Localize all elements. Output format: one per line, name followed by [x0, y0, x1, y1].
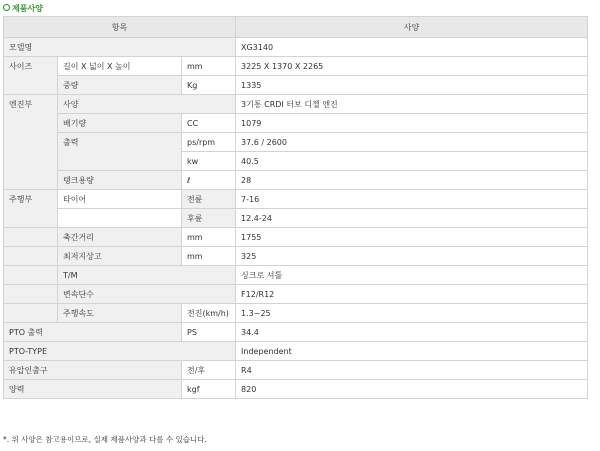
row-value: 28 — [236, 171, 588, 190]
row-value: 1335 — [236, 76, 588, 95]
row-label: PTO-TYPE — [4, 342, 236, 361]
table-row — [4, 133, 588, 152]
table-row — [4, 361, 588, 380]
table-row — [4, 76, 588, 95]
row-unit: kw — [182, 152, 236, 171]
row-unit: 전/후 — [182, 361, 236, 380]
row-unit: 전진(km/h) — [182, 304, 236, 323]
row-label: PTO 출력 — [4, 323, 182, 342]
table-row — [4, 323, 588, 342]
table-row — [4, 38, 588, 57]
row-unit: CC — [182, 114, 236, 133]
group-empty — [4, 228, 58, 247]
table-row — [4, 247, 588, 266]
row-label: 타이어 — [58, 190, 182, 209]
row-unit: mm — [182, 247, 236, 266]
table-row — [4, 171, 588, 190]
row-label: 사양 — [58, 95, 236, 114]
row-value: 820 — [236, 380, 588, 399]
section-title-text: 제품사양 — [12, 4, 43, 13]
row-label: 출력 — [58, 133, 182, 171]
table-row — [4, 95, 588, 114]
row-unit: mm — [182, 228, 236, 247]
row-value: 1079 — [236, 114, 588, 133]
row-label-empty — [58, 209, 182, 228]
row-label: 모델명 — [4, 38, 236, 57]
table-row — [4, 114, 588, 133]
row-unit: mm — [182, 57, 236, 76]
table-row — [4, 57, 588, 76]
table-row — [4, 228, 588, 247]
row-label: 유압인출구 — [4, 361, 182, 380]
header-spec: 사양 — [236, 17, 588, 38]
row-value: 1755 — [236, 228, 588, 247]
group-empty — [4, 285, 58, 304]
row-unit: 후륜 — [182, 209, 236, 228]
group-empty — [4, 266, 58, 285]
row-value: 7-16 — [236, 190, 588, 209]
row-unit: 전륜 — [182, 190, 236, 209]
row-value: 3기통 CRDI 터보 디젤 엔진 — [236, 95, 588, 114]
row-label: 배기량 — [58, 114, 182, 133]
row-value: 325 — [236, 247, 588, 266]
row-label: T/M — [58, 266, 236, 285]
table-row — [4, 285, 588, 304]
row-value: 1.3~25 — [236, 304, 588, 323]
table-row — [4, 190, 588, 209]
row-label: 양력 — [4, 380, 182, 399]
row-value: 40.5 — [236, 152, 588, 171]
row-label: 축간거리 — [58, 228, 182, 247]
row-label: 길이 X 넓이 X 높이 — [58, 57, 182, 76]
row-value: XG3140 — [236, 38, 588, 57]
table-header-row — [4, 17, 588, 38]
row-label: 중량 — [58, 76, 182, 95]
row-value: 37.6 / 2600 — [236, 133, 588, 152]
group-label: 사이즈 — [4, 57, 58, 95]
section-title — [3, 3, 43, 15]
row-label: 변속단수 — [58, 285, 236, 304]
row-value: 싱크로 셔틀 — [236, 266, 588, 285]
row-label: 탱크용량 — [58, 171, 182, 190]
row-unit: PS — [182, 323, 236, 342]
row-unit: Kg — [182, 76, 236, 95]
row-unit: ℓ — [182, 171, 236, 190]
header-item: 항목 — [4, 17, 236, 38]
circle-bullet-icon — [3, 4, 10, 11]
row-value: Independent — [236, 342, 588, 361]
row-unit: ps/rpm — [182, 133, 236, 152]
group-empty — [4, 247, 58, 266]
row-value: 3225 X 1370 X 2265 — [236, 57, 588, 76]
row-value: R4 — [236, 361, 588, 380]
group-label: 주행부 — [4, 190, 58, 228]
table-row — [4, 304, 588, 323]
group-empty — [4, 304, 58, 323]
group-label: 엔진부 — [4, 95, 58, 190]
table-row — [4, 342, 588, 361]
footnote: *. 위 사양은 참고용이므로, 실제 제품사양과 다를 수 있습니다. — [3, 435, 207, 444]
row-value: 12.4-24 — [236, 209, 588, 228]
row-unit: kgf — [182, 380, 236, 399]
table-row — [4, 380, 588, 399]
spec-table — [3, 16, 588, 399]
row-label: 주행속도 — [58, 304, 182, 323]
row-value: 34.4 — [236, 323, 588, 342]
row-value: F12/R12 — [236, 285, 588, 304]
table-row — [4, 266, 588, 285]
table-row — [4, 209, 588, 228]
row-label: 최저지상고 — [58, 247, 182, 266]
